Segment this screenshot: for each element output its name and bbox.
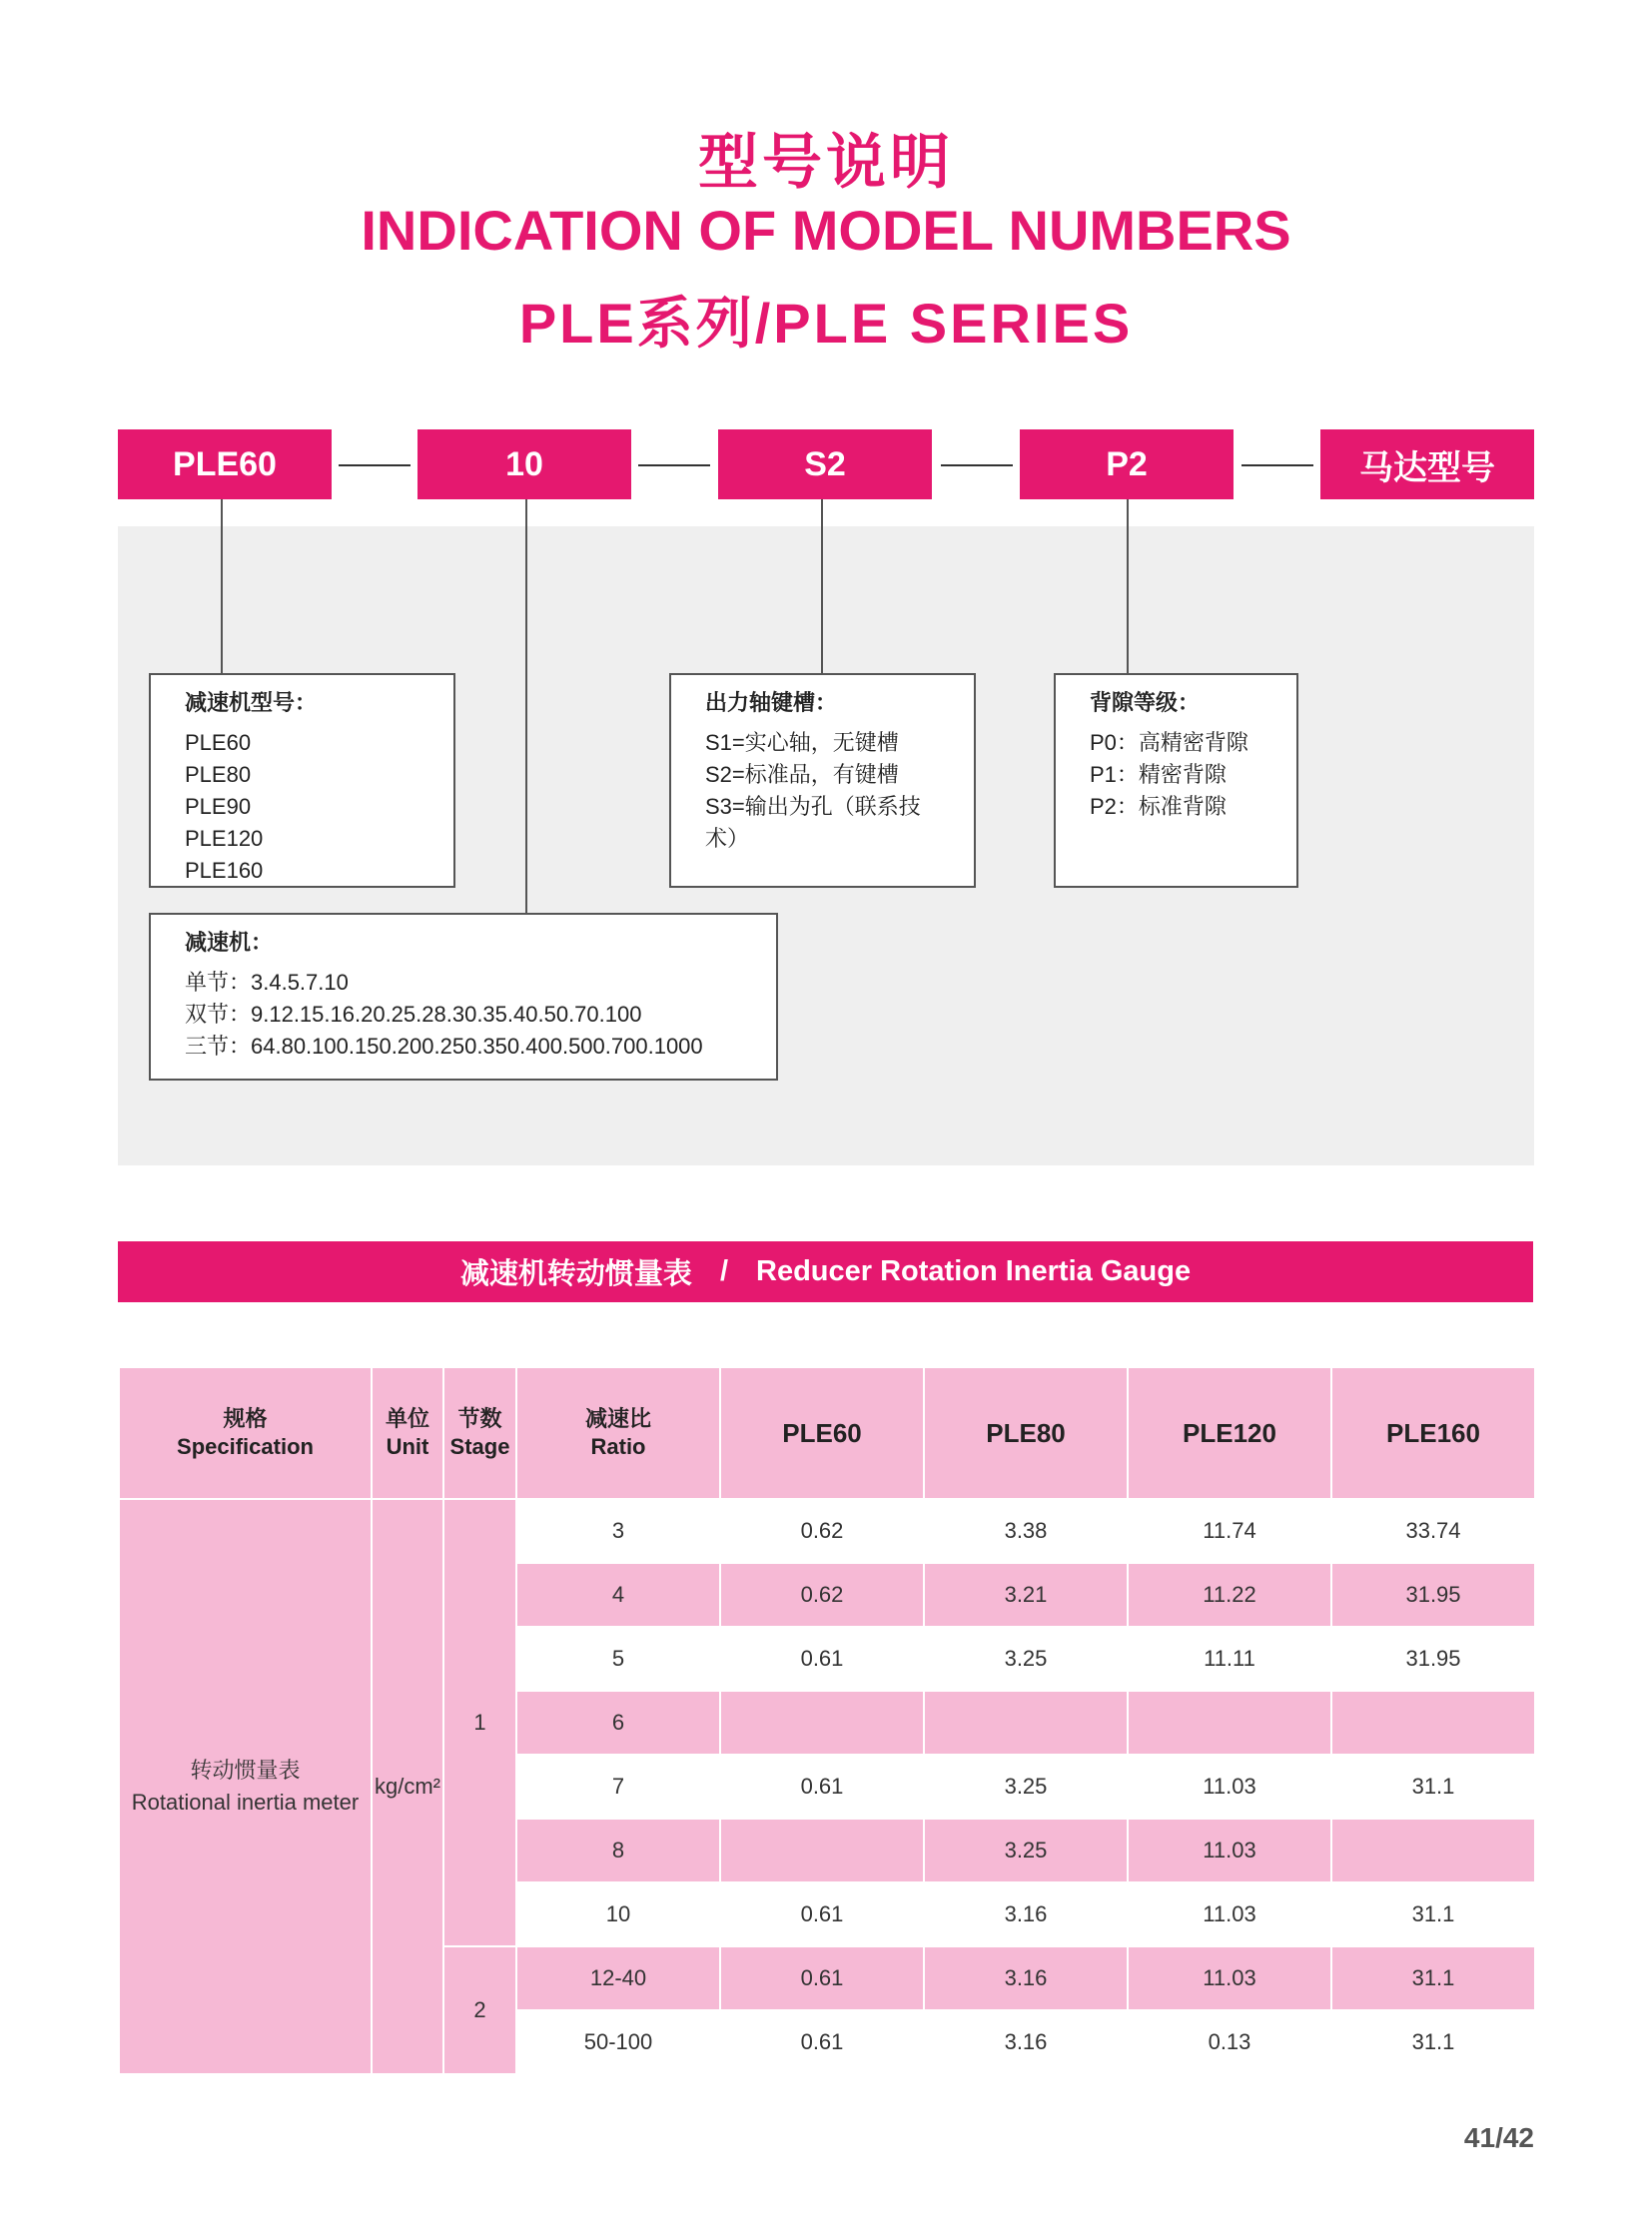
ratio-item: 双节：9.12.15.16.20.25.28.30.35.40.50.70.100	[185, 1002, 642, 1027]
shaft-item: S1=实心轴，无键槽	[705, 730, 899, 755]
value-cell: 3.16	[924, 2010, 1128, 2074]
code-backlash: P2	[1020, 429, 1234, 499]
header-ratio: 减速比 Ratio	[516, 1367, 720, 1499]
ratio-item: 三节：64.80.100.150.200.250.350.400.500.700.1000	[185, 1034, 703, 1059]
shaft-item: S2=标准品，有键槽	[705, 762, 899, 787]
ratio-cell: 7	[516, 1755, 720, 1819]
value-cell: 0.61	[720, 2010, 924, 2074]
ratio-cell: 50-100	[516, 2010, 720, 2074]
header-spec: 规格 Specification	[119, 1367, 372, 1499]
value-cell: 3.25	[924, 1627, 1128, 1691]
value-cell: 0.61	[720, 1882, 924, 1946]
value-cell: 11.03	[1128, 1946, 1331, 2010]
value-cell: 11.22	[1128, 1563, 1331, 1627]
code-dash	[1241, 464, 1313, 466]
unit-cell: kg/cm²	[372, 1499, 443, 2074]
value-cell: 3.38	[924, 1499, 1128, 1563]
code-model: PLE60	[118, 429, 332, 499]
page-number: 41/42	[1463, 2122, 1534, 2153]
table-row	[119, 1499, 1535, 1563]
stage-cell: 2	[443, 1946, 516, 2074]
ratio-cell: 8	[516, 1819, 720, 1882]
value-cell: 31.1	[1331, 1882, 1535, 1946]
header-model: PLE160	[1331, 1367, 1535, 1499]
title-en: INDICATION OF MODEL NUMBERS	[361, 199, 1291, 262]
backlash-item: P0：高精密背隙	[1090, 730, 1248, 755]
reducer-model-item: PLE60	[185, 730, 252, 755]
header-model: PLE80	[924, 1367, 1128, 1499]
ratio-heading: 减速机：	[185, 930, 274, 955]
value-cell: 3.25	[924, 1819, 1128, 1882]
reducer-model-item: PLE90	[185, 794, 252, 819]
value-cell: 0.61	[720, 1627, 924, 1691]
value-cell: 3.21	[924, 1563, 1128, 1627]
code-dash	[339, 464, 411, 466]
value-cell: 31.1	[1331, 2010, 1535, 2074]
value-cell: 3.16	[924, 1882, 1128, 1946]
value-cell	[1331, 1691, 1535, 1755]
value-cell: 0.62	[720, 1499, 924, 1563]
value-cell: 31.1	[1331, 1946, 1535, 2010]
ratio-item: 单节：3.4.5.7.10	[185, 970, 349, 995]
ratio-cell: 5	[516, 1627, 720, 1691]
ratio-cell: 10	[516, 1882, 720, 1946]
backlash-item: P1：精密背隙	[1090, 762, 1227, 787]
value-cell: 31.95	[1331, 1627, 1535, 1691]
reducer-model-item: PLE160	[185, 858, 264, 883]
value-cell: 11.03	[1128, 1819, 1331, 1882]
section-bar	[118, 1241, 1533, 1302]
header-unit: 单位 Unit	[372, 1367, 443, 1499]
ratio-cell: 4	[516, 1563, 720, 1627]
value-cell	[720, 1691, 924, 1755]
reducer-model-item: PLE120	[185, 826, 264, 851]
code-dash	[638, 464, 710, 466]
value-cell: 3.16	[924, 1946, 1128, 2010]
shaft-item: S3=输出为孔（联系技术）	[705, 794, 921, 851]
value-cell: 0.62	[720, 1563, 924, 1627]
value-cell: 11.03	[1128, 1882, 1331, 1946]
stage-cell: 1	[443, 1499, 516, 1946]
ratio-cell: 12-40	[516, 1946, 720, 2010]
ratio-box	[149, 913, 778, 1081]
ratio-cell: 3	[516, 1499, 720, 1563]
value-cell	[1128, 1691, 1331, 1755]
header-model: PLE120	[1128, 1367, 1331, 1499]
ratio-cell: 6	[516, 1691, 720, 1755]
value-cell: 3.25	[924, 1755, 1128, 1819]
header-stage: 节数 Stage	[443, 1367, 516, 1499]
series-title: PLE系列/PLE SERIES	[518, 292, 1134, 355]
backlash-item: P2：标准背隙	[1090, 794, 1227, 819]
value-cell: 0.61	[720, 1755, 924, 1819]
connector-line	[221, 499, 223, 674]
shaft-keyway-box	[669, 673, 976, 888]
connector-line	[525, 499, 527, 914]
section-bar-en: Reducer Rotation Inertia Gauge	[756, 1255, 1192, 1287]
title-cn: 型号说明	[698, 129, 954, 196]
value-cell: 11.74	[1128, 1499, 1331, 1563]
backlash-box	[1054, 673, 1298, 888]
spec-cell: 转动惯量表 Rotational inertia meter	[119, 1499, 372, 2074]
value-cell: 11.03	[1128, 1755, 1331, 1819]
value-cell: 31.1	[1331, 1755, 1535, 1819]
value-cell: 11.11	[1128, 1627, 1331, 1691]
value-cell	[924, 1691, 1128, 1755]
shaft-heading: 出力轴键槽：	[705, 690, 838, 715]
inertia-table	[118, 1366, 1536, 2075]
backlash-heading: 背隙等级：	[1090, 690, 1201, 715]
value-cell: 0.13	[1128, 2010, 1331, 2074]
connector-line	[1127, 499, 1129, 674]
value-cell	[1331, 1819, 1535, 1882]
value-cell: 31.95	[1331, 1563, 1535, 1627]
value-cell: 33.74	[1331, 1499, 1535, 1563]
code-ratio: 10	[417, 429, 631, 499]
reducer-model-item: PLE80	[185, 762, 252, 787]
value-cell: 0.61	[720, 1946, 924, 2010]
code-dash	[941, 464, 1013, 466]
section-bar-sep: /	[719, 1255, 728, 1287]
reducer-model-box	[149, 673, 455, 888]
section-bar-cn: 减速机转动惯量表	[459, 1258, 692, 1290]
code-shaft: S2	[718, 429, 932, 499]
table-header-row	[119, 1367, 1535, 1499]
reducer-model-heading: 减速机型号：	[185, 690, 318, 715]
value-cell	[720, 1819, 924, 1882]
header-model: PLE60	[720, 1367, 924, 1499]
code-motor: 马达型号	[1320, 429, 1534, 499]
connector-line	[821, 499, 823, 674]
